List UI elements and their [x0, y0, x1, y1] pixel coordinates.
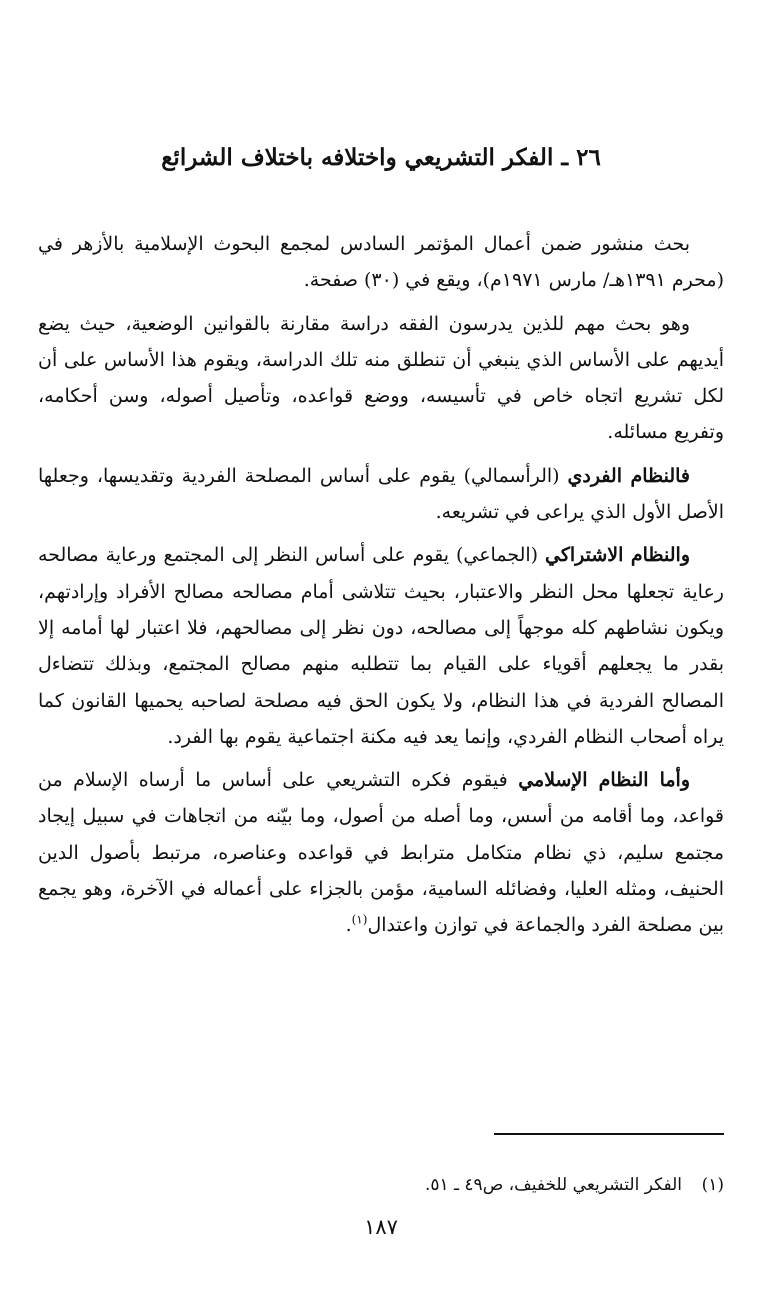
paragraph-lead: والنظام الاشتراكي	[544, 544, 690, 567]
paragraph-text: بحث منشور ضمن أعمال المؤتمر السادس لمجمع البحوث الإسلامية بالأزهر في (محرم ١٣٩١هـ/ مارس ١٩٧١م)، ويقع في (٣٠) صفحة.	[38, 233, 724, 292]
paragraph-text: (الرأسمالي) يقوم على أساس المصلحة الفردية وتقديسها، وجعلها الأصل الأول الذي يراعى في تشريعه.	[38, 464, 724, 524]
paragraph-4	[38, 537, 724, 755]
page-number: ١٨٧	[364, 1215, 398, 1239]
footnote	[38, 1170, 724, 1200]
paragraph-trailing: .	[345, 914, 352, 937]
section-heading: ٢٦ ـ الفكر التشريعي واختلافه باختلاف الشرائع	[161, 144, 601, 171]
paragraph-1	[38, 226, 724, 299]
body-text	[38, 226, 724, 951]
footnote-number: (١)	[701, 1175, 724, 1195]
paragraph-lead: وأما النظام الإسلامي	[518, 769, 691, 792]
footnote-reference[interactable]: (١)	[351, 913, 368, 928]
paragraph-5	[38, 762, 724, 943]
footnote-text: الفكر التشريعي للخفيف، ص٤٩ ـ ٥١.	[424, 1175, 682, 1195]
paragraph-text: فيقوم فكره التشريعي على أساس ما أرساه الإسلام من قواعد، وما أقامه من أسس، وما أصله من أصول، وما بيّنه من اتجاهات في سبيل إيجاد مجتمع سليم، ذي نظام متكامل مترابط في قواعده وعناصره، مرتبط بأصول الدين الحنيف، ومثله العليا، وفضائله السامية، مؤمن بالجزاء على أعماله في الآخرة، وهو يجمع بين مصلحة الفرد والجماعة في توازن واعتدال	[38, 769, 724, 937]
book-page	[38, 0, 724, 1294]
footnote-divider	[494, 1133, 724, 1135]
paragraph-text: وهو بحث مهم للذين يدرسون الفقه دراسة مقارنة بالقوانين الوضعية، حيث يضع أيديهم على الأساس الذي ينبغي أن تنطلق منه تلك الدراسة، ويقوم هذا الأساس على أن لكل تشريع اتجاه خاص في تأسيسه، ووضع قواعده، وتأصيل أصوله، وسن أحكامه، وتفريع مسائله.	[38, 312, 724, 444]
paragraph-lead: فالنظام الفردي	[567, 464, 690, 487]
paragraph-3	[38, 458, 724, 531]
paragraph-2	[38, 306, 724, 451]
paragraph-text: (الجماعي) يقوم على أساس النظر إلى المجتمع ورعاية مصالحه رعاية تجعلها محل النظر والاعتبار، بحيث تتلاشى أمام مصالحه مصالح الأفراد وإرادتهم، ويكون نشاطهم كله موجهاً إلى مصالحه، دون نظر إلى مصالحهم، فلا اعتبار لها أمامه إلا بقدر ما يجعلهم أقوياء على القيام بما تتطلبه منهم مصالح المجتمع، وبذلك تتضاءل المصالح الفردية في هذا النظام، ولا يكون الحق فيه مصلحة لصاحبه يحميها القانون كما يراه أصحاب النظام الفردي، وإنما يعد فيه مكنة اجتماعية يقوم بها الفرد.	[38, 544, 724, 748]
